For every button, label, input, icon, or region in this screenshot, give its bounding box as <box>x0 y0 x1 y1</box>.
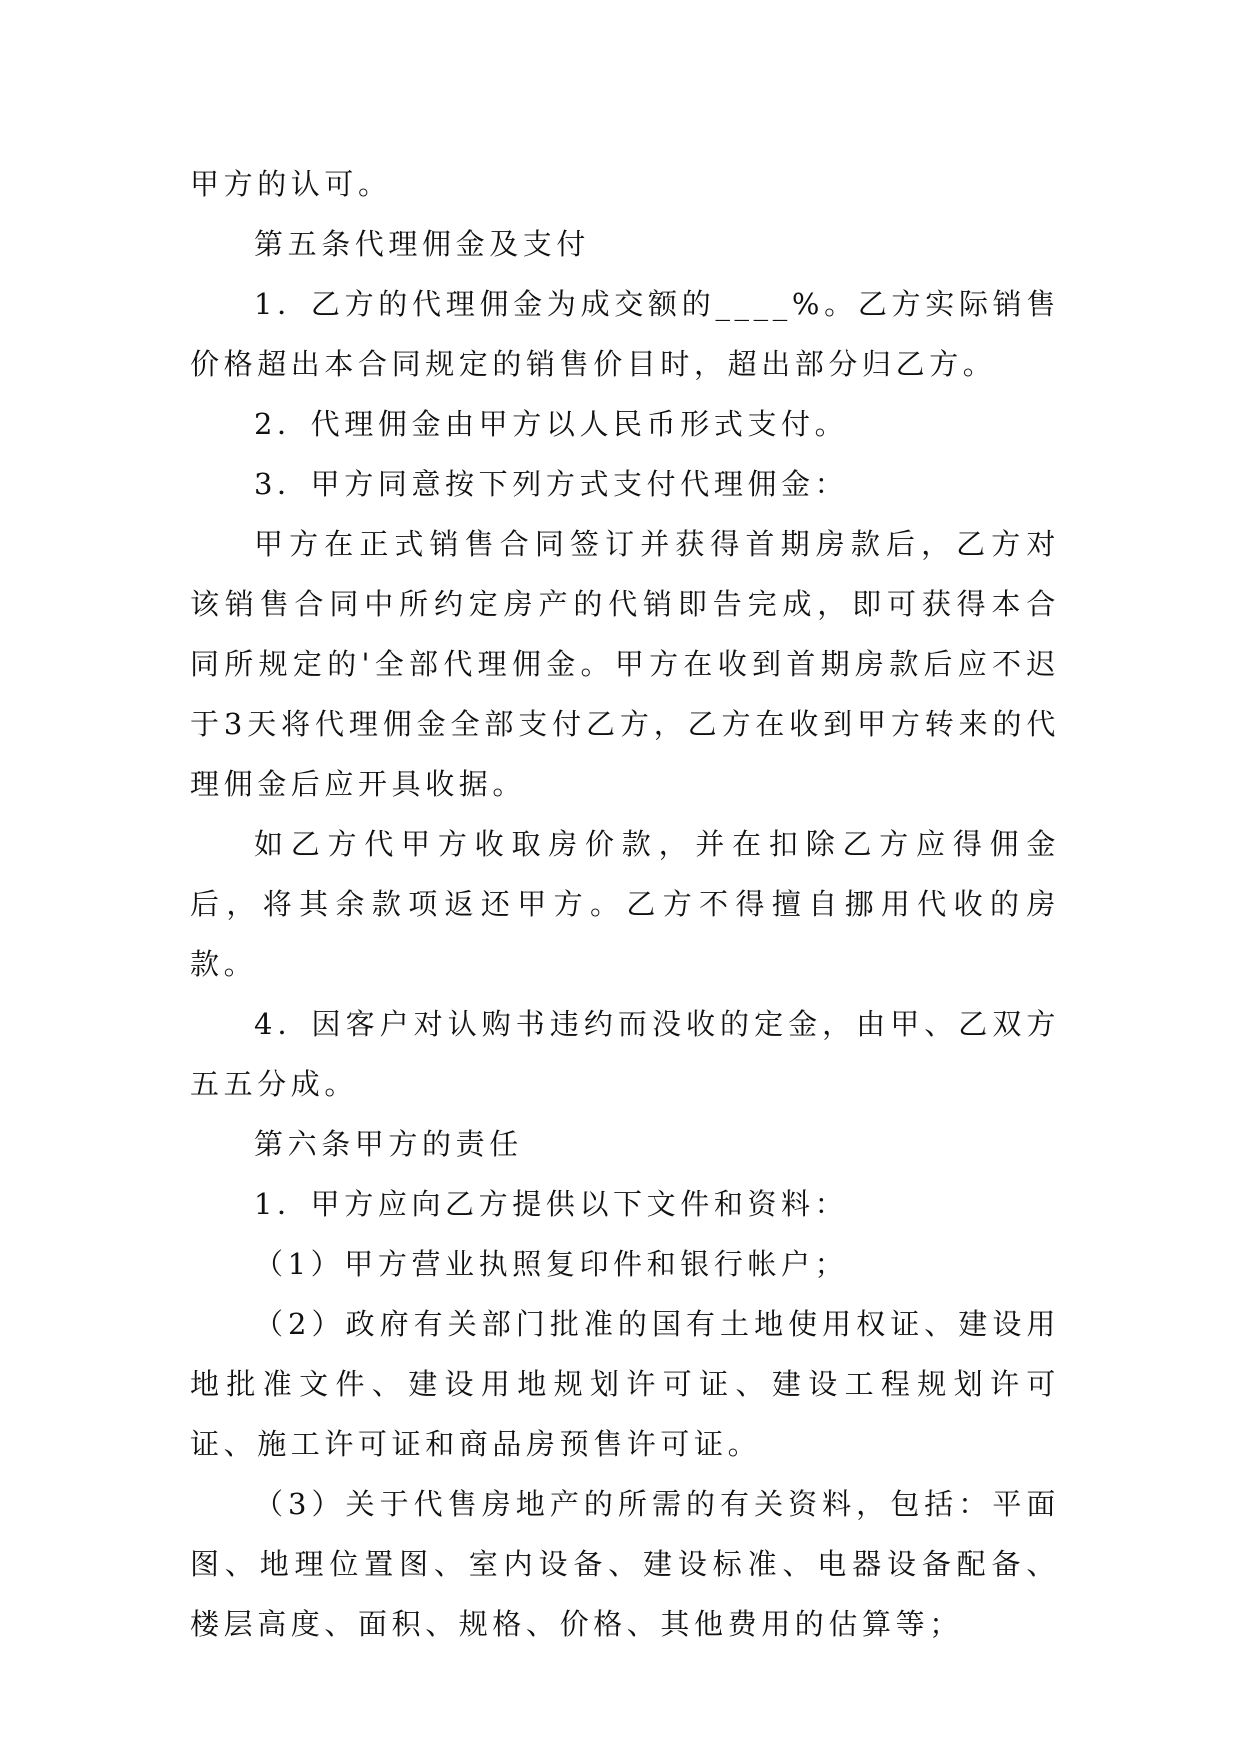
paragraph-continuation: 甲方的认可。 <box>190 167 392 201</box>
article-6-item-2: （2）政府有关部门批准的国有土地使用权证、建设用地批准文件、建设用地规划许可证、建设工程规划许可证、施工许可证和商品房预售许可证。 <box>190 1307 1060 1461</box>
document-body <box>190 154 1060 1654</box>
article-5-collection-terms: 如乙方代甲方收取房价款，并在扣除乙方应得佣金后，将其余款项返还甲方。乙方不得擅自挪用代收的房款。 <box>190 827 1060 981</box>
article-5-heading: 第五条代理佣金及支付 <box>254 227 591 261</box>
article-6-clause-1: 1．甲方应向乙方提供以下文件和资料： <box>254 1187 849 1221</box>
article-5-clause-3: 3．甲方同意按下列方式支付代理佣金： <box>254 467 849 501</box>
article-6-item-3: （3）关于代售房地产的所需的有关资料，包括：平面图、地理位置图、室内设备、建设标准、电器设备配备、楼层高度、面积、规格、价格、其他费用的估算等； <box>190 1487 1060 1641</box>
article-5-clause-2: 2．代理佣金由甲方以人民币形式支付。 <box>254 407 849 441</box>
article-5-clause-4: 4．因客户对认购书违约而没收的定金，由甲、乙双方五五分成。 <box>190 1007 1060 1101</box>
article-6-item-1: （1）甲方营业执照复印件和银行帐户； <box>254 1247 849 1281</box>
article-5-clause-1: 1．乙方的代理佣金为成交额的____%。乙方实际销售价格超出本合同规定的销售价目时，超出部分归乙方。 <box>190 287 1060 381</box>
article-5-payment-terms: 甲方在正式销售合同签订并获得首期房款后，乙方对该销售合同中所约定房产的代销即告完成，即可获得本合同所规定的'全部代理佣金。甲方在收到首期房款后应不迟于3天将代理佣金全部支付乙方，乙方在收到甲方转来的代理佣金后应开具收据。 <box>190 527 1060 801</box>
article-6-heading: 第六条甲方的责任 <box>254 1127 523 1161</box>
